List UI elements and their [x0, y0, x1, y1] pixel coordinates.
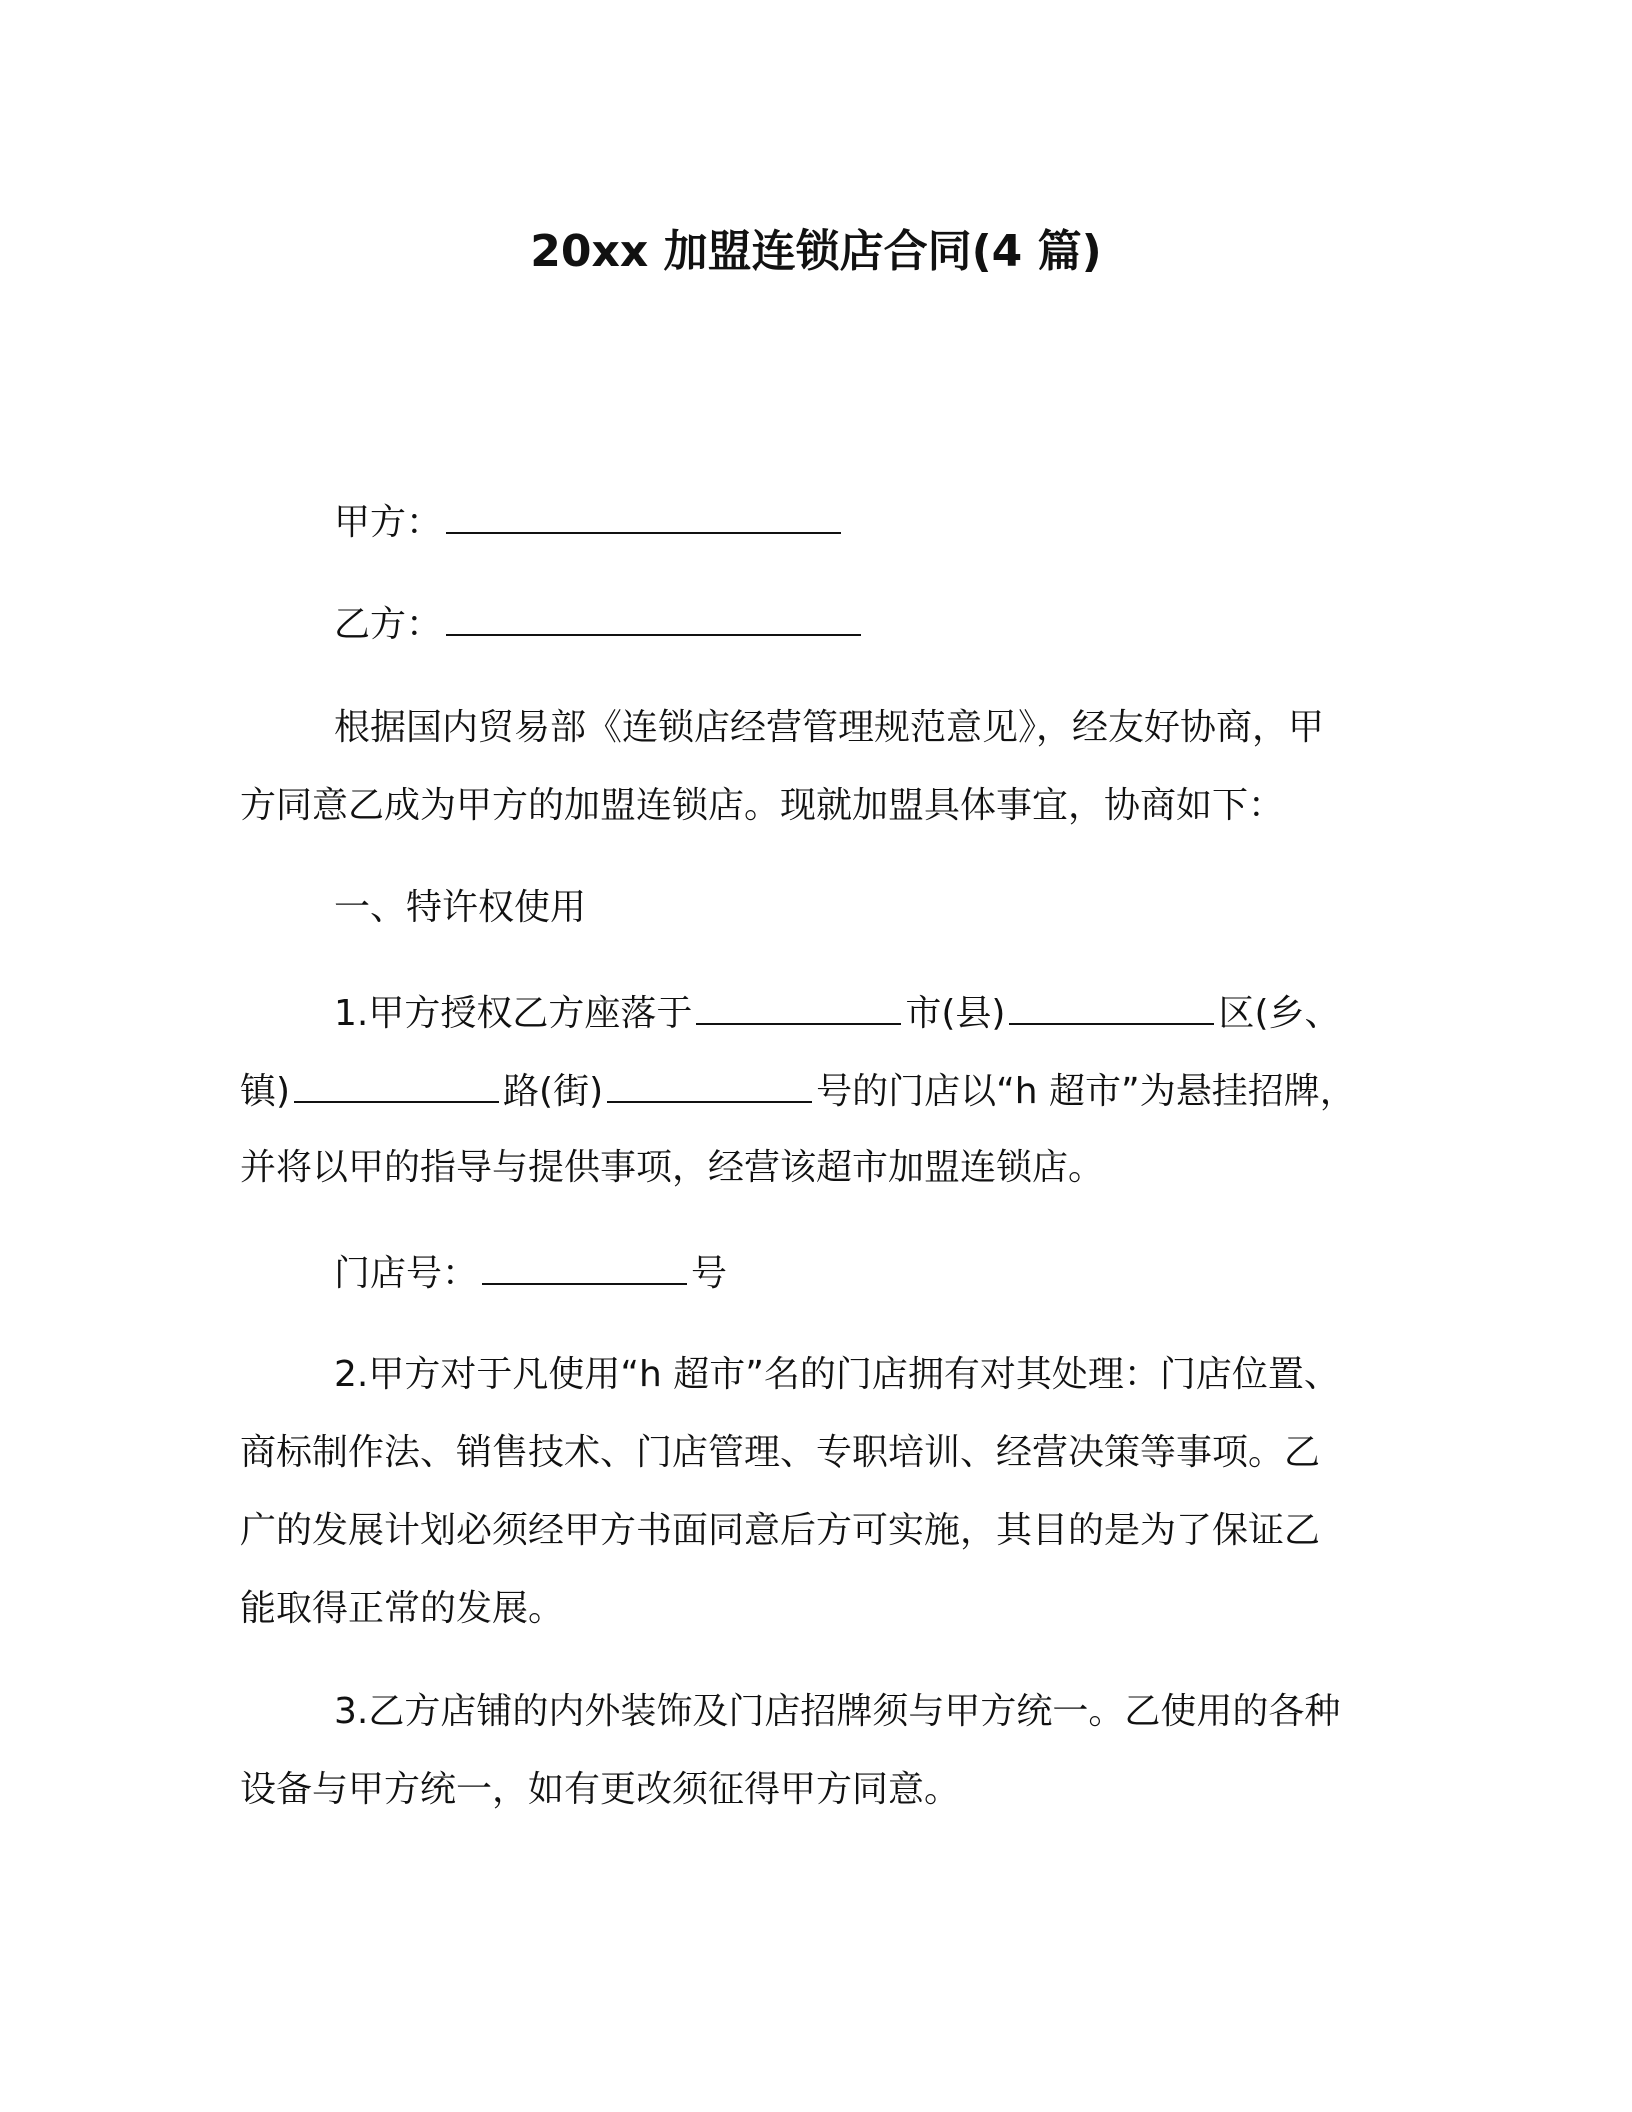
party-b-label: 乙方： [334, 604, 443, 645]
party-a-line [334, 496, 845, 548]
clause1-rest: 号的门店以“h 超市”为悬挂招牌， [816, 1071, 1356, 1112]
intro-line-1: 根据国内贸易部《连锁店经营管理规范意见》，经友好协商，甲 [334, 707, 1325, 748]
clause1-city: 市(县) [905, 993, 1006, 1034]
clause2-line-1: 2.甲方对于凡使用“h 超市”名的门店拥有对其处理：门店位置、 [334, 1354, 1340, 1395]
clause3-line-1: 3.乙方店铺的内外装饰及门店招牌须与甲方统一。乙使用的各种 [334, 1691, 1341, 1732]
clause1-town: 镇) [240, 1071, 291, 1112]
clause1-district: 区(乡、 [1218, 993, 1341, 1034]
store-number-blank [482, 1247, 687, 1285]
clause2-line-3: 广的发展计划必须经甲方书面同意后方可实施，其目的是为了保证乙 [240, 1510, 1321, 1551]
clause1-road: 路(街) [503, 1071, 604, 1112]
town-blank [294, 1065, 499, 1103]
party-a-label: 甲方： [334, 502, 443, 543]
store-number-suffix: 号 [691, 1253, 728, 1294]
section1-heading: 一、特许权使用 [334, 887, 587, 928]
page-title: 20xx 加盟连锁店合同(4 篇) [530, 226, 1102, 277]
clause1-line-1 [334, 987, 1341, 1039]
clause3-line-2: 设备与甲方统一，如有更改须征得甲方同意。 [240, 1769, 961, 1810]
clause1-prefix: 1.甲方授权乙方座落于 [334, 993, 693, 1034]
party-b-line [334, 598, 865, 650]
party-b-blank [446, 598, 861, 636]
party-a-blank [446, 496, 841, 534]
store-number-label: 门店号： [334, 1253, 479, 1294]
clause2-line-2: 商标制作法、销售技术、门店管理、专职培训、经营决策等事项。乙 [240, 1432, 1321, 1473]
intro-line-2: 方同意乙成为甲方的加盟连锁店。现就加盟具体事宜，协商如下： [240, 785, 1285, 826]
city-blank [696, 987, 901, 1025]
clause1-line-2 [240, 1065, 1356, 1117]
road-blank [607, 1065, 812, 1103]
store-number-line [334, 1247, 727, 1299]
clause2-line-4: 能取得正常的发展。 [240, 1588, 565, 1629]
clause1-line-3: 并将以甲的指导与提供事项，经营该超市加盟连锁店。 [240, 1147, 1105, 1188]
district-blank [1009, 987, 1214, 1025]
